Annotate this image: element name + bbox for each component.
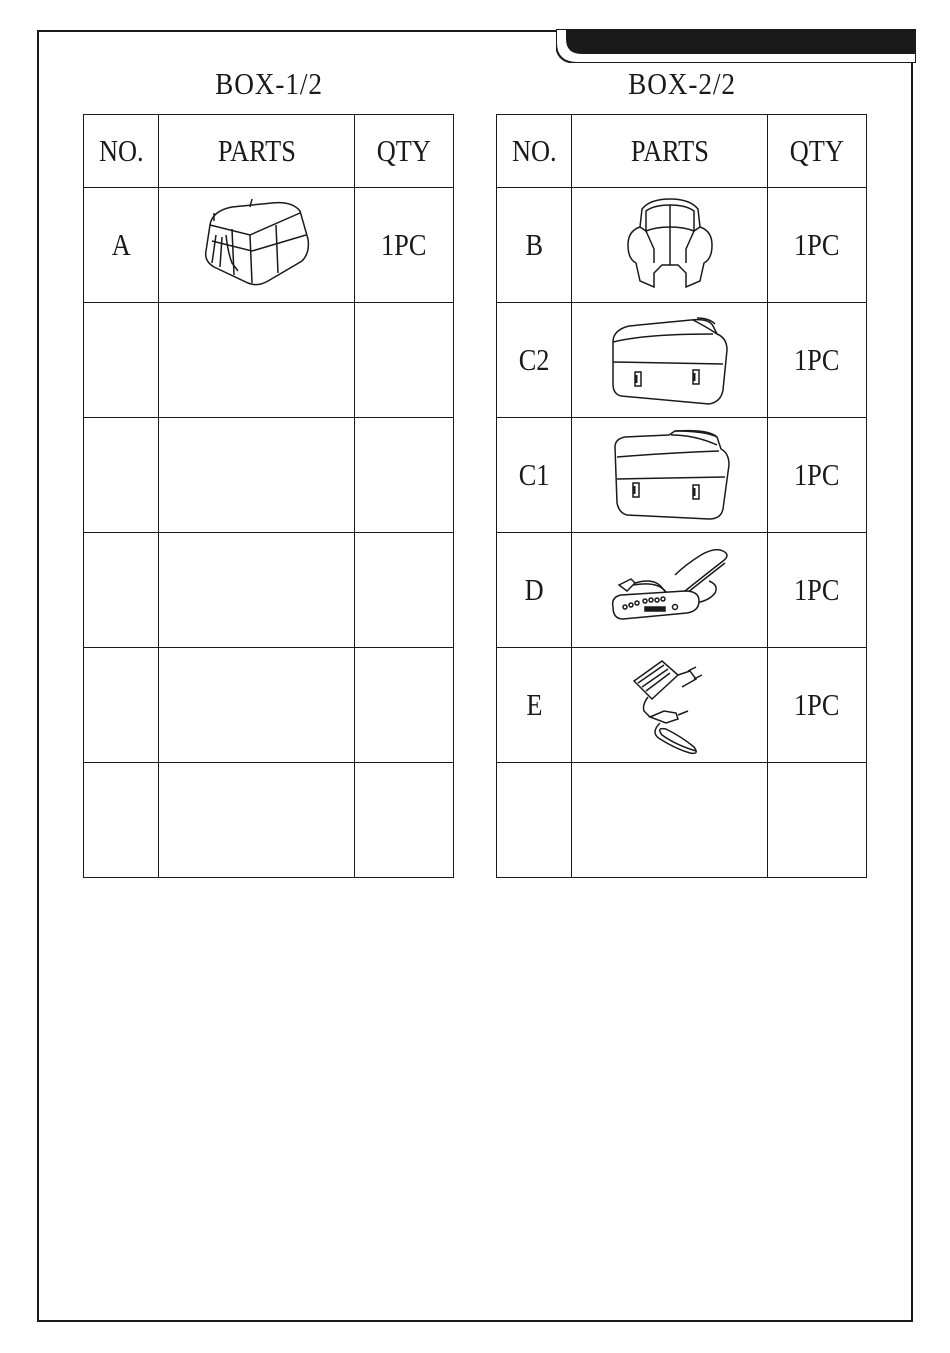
header-no: NO. [497,115,572,188]
remote-control-illustration [605,545,735,635]
part-image [572,648,768,763]
part-qty: 1PC [768,533,867,648]
table-row [84,188,454,303]
part-qty: 1PC [768,188,867,303]
table-row [497,763,867,878]
part-image [572,303,768,418]
part-no: E [497,648,572,763]
header-no: NO. [84,115,159,188]
box1-title: BOX-1/2 [215,66,323,101]
part-no: A [84,188,159,303]
table-row [84,533,454,648]
part-image [572,418,768,533]
table-row [497,418,867,533]
part-qty: 1PC [768,418,867,533]
header-parts: PARTS [572,115,768,188]
box1-parts-table [83,114,454,878]
armrest-right-illustration [605,312,735,408]
table-row [497,533,867,648]
box2-title: BOX-2/2 [628,66,736,101]
table-row [84,303,454,418]
part-image [572,188,768,303]
armrest-left-illustration [605,427,735,523]
table-row [84,648,454,763]
backrest-illustration [620,197,720,293]
header-parts: PARTS [159,115,355,188]
part-no: C2 [497,303,572,418]
part-qty: 1PC [355,188,454,303]
table-row [497,188,867,303]
table-row [84,763,454,878]
table-row [497,303,867,418]
seat-cushion-illustration [192,195,322,295]
table-row [497,648,867,763]
header-tab [556,29,916,63]
part-image [159,188,355,303]
table-row [84,418,454,533]
header-qty: QTY [355,115,454,188]
table-header-row [497,115,867,188]
part-no: C1 [497,418,572,533]
part-no: B [497,188,572,303]
table-header-row [84,115,454,188]
power-adapter-illustration [620,653,720,757]
part-qty: 1PC [768,303,867,418]
part-no: D [497,533,572,648]
box2-parts-table [496,114,867,878]
part-qty: 1PC [768,648,867,763]
header-qty: QTY [768,115,867,188]
part-image [572,533,768,648]
